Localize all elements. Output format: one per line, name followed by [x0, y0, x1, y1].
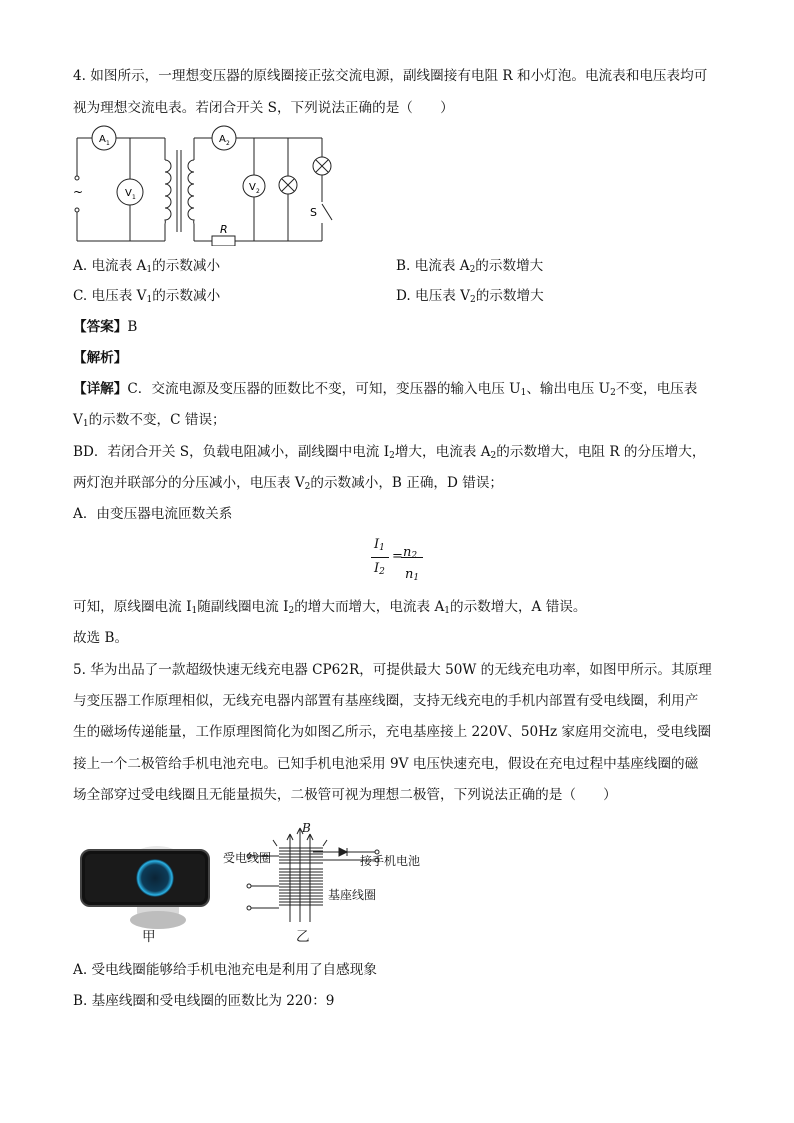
- voltmeter-v1-label: V: [125, 188, 132, 199]
- detail-line-3: [73, 442, 705, 466]
- q4-circuit-diagram: [70, 124, 340, 246]
- q5-stem-line-1: 5. 华为出品了一款超级快速无线充电器 CP62R，可提供最大 50W 的无线充电功率，如图甲所示。其原理: [73, 662, 712, 678]
- conc-sub-2: 2: [288, 606, 295, 616]
- option-c-prefix: C. 电压表 V: [73, 288, 147, 304]
- option-b: [396, 256, 543, 280]
- q5-option-a: A. 受电线圈能够给手机电池充电是利用了自感现象: [73, 962, 377, 978]
- option-d-sub: 2: [469, 295, 476, 305]
- conclusion-line: [73, 597, 586, 621]
- option-a: [73, 256, 220, 280]
- answer-label: 【答案】: [73, 319, 128, 335]
- detail-text-1: C．交流电源及变压器的匝数比不变，可知，变压器的输入电压 U: [127, 381, 521, 397]
- source-symbol: ~: [73, 185, 84, 199]
- detail-line-1: [73, 379, 697, 403]
- analysis-label: 【解析】: [73, 350, 128, 366]
- q5-stem-line-2: 与变压器工作原理相似，无线充电器内部置有基座线圈，支持无线充电的手机内部置有受电线圈，利用产: [73, 693, 699, 709]
- receive-coil-label: 受电线圈: [223, 851, 272, 865]
- option-b-suffix: 的示数增大: [475, 258, 544, 274]
- fig-jia-caption-text: 甲: [142, 929, 156, 945]
- ammeter-a2-label: A: [219, 134, 226, 145]
- b-field-label: B: [302, 821, 311, 835]
- formula-bar-right: [401, 557, 423, 558]
- formula-n2: $n_2$: [403, 545, 418, 561]
- voltmeter-v2-sub: 2: [256, 188, 260, 195]
- fig-yi-caption: 乙: [296, 929, 310, 945]
- detail-text-2-end: 的示数不变，C 错误；: [88, 412, 226, 428]
- formula-n1: $n_1$: [405, 567, 420, 583]
- option-b-sub: 2: [469, 265, 476, 275]
- formula-equals: =: [392, 549, 403, 564]
- choose-line: 故选 B。: [73, 630, 129, 646]
- q4-stem-line-2: 视为理想交流电表。若闭合开关 S，下列说法正确的是（ ）: [73, 100, 454, 116]
- voltmeter-v2-label: V: [249, 182, 256, 193]
- detail-text-2-pre: V: [73, 412, 83, 428]
- conc-mid: 随副线圈电流 I: [197, 599, 289, 615]
- option-c-suffix: 的示数减小: [152, 288, 221, 304]
- answer-value: B: [127, 319, 138, 335]
- conc-sub-3: 1: [444, 606, 450, 616]
- detail-sub-1: 1: [520, 388, 527, 398]
- option-d: [396, 286, 544, 310]
- option-c-sub: 1: [146, 295, 153, 305]
- detail-sub-3: 1: [82, 419, 89, 429]
- bd-text-2-end: 的示数减小，B 正确，D 错误；: [310, 475, 504, 491]
- formula-bar-left: [371, 557, 389, 558]
- bd-sub-3: 2: [304, 482, 311, 492]
- current-turns-formula: [368, 537, 428, 585]
- base-coil-label: 基座线圈: [328, 888, 377, 902]
- bd-text-1-end: 的示数增大，电阻 R 的分压增大，: [496, 444, 706, 460]
- q4-stem-line-1: 4. 如图所示，一理想变压器的原线圈接正弦交流电源，副线圈接有电阻 R 和小灯泡。电流表和电压表均可: [73, 68, 708, 84]
- option-a-sub: 1: [146, 265, 153, 275]
- bd-text-1-mid: 增大，电流表 A: [394, 444, 491, 460]
- coil-schematic: [215, 822, 435, 932]
- option-a-prefix: A. 电流表 A: [73, 258, 147, 274]
- voltmeter-v1-sub: 1: [132, 194, 136, 201]
- conc-sub-1: 1: [191, 606, 198, 616]
- conc-end: 的示数增大，A 错误。: [450, 599, 587, 615]
- formula-i1: $I_1$: [374, 537, 385, 553]
- detail-text-1-end: 不变，电压表: [615, 381, 698, 397]
- q5-stem-line-3: 生的磁场传递能量，工作原理图简化为如图乙所示，充电基座接上 220V、50Hz 家庭用交流电，受电线圈: [73, 724, 712, 740]
- detail-line-2: [73, 410, 226, 434]
- q5-option-b: B. 基座线圈和受电线圈的匝数比为 220：9: [73, 993, 335, 1009]
- q5-stem-line-4: 接上一个二极管给手机电池充电。已知手机电池采用 9V 电压快速充电，假设在充电过程中基座线圈的磁: [73, 756, 699, 772]
- option-d-prefix: D. 电压表 V: [396, 288, 470, 304]
- ammeter-a1-sub: 1: [106, 140, 110, 147]
- option-c: [73, 286, 220, 310]
- detail-label: 【详解】: [73, 381, 128, 397]
- q5-stem-line-5: 场全部穿过受电线圈且无能量损失，二极管可视为理想二极管，下列说法正确的是（ ）: [73, 787, 617, 803]
- switch-label: S: [310, 206, 317, 219]
- detail-sub-2: 2: [610, 388, 616, 398]
- detail-line-5: A．由变压器电流匝数关系: [73, 506, 233, 522]
- detail-text-1-mid: 、输出电压 U: [526, 381, 611, 397]
- ammeter-a2-sub: 2: [226, 140, 230, 147]
- option-d-suffix: 的示数增大: [475, 288, 544, 304]
- conc-mid-2: 的增大而增大，电流表 A: [294, 599, 445, 615]
- battery-label: 接手机电池: [360, 854, 421, 868]
- ammeter-a1-label: A: [99, 134, 106, 145]
- bd-text-1-pre: BD．若闭合开关 S，负载电阻减小，副线圈中电流 I: [73, 444, 390, 460]
- formula-i2: $I_2$: [374, 561, 385, 577]
- resistor-label: R: [220, 223, 228, 236]
- bd-text-2-pre: 两灯泡并联部分的分压减小，电压表 V: [73, 475, 305, 491]
- detail-line-4: [73, 473, 503, 497]
- conc-pre: 可知，原线圈电流 I: [73, 599, 192, 615]
- option-a-suffix: 的示数减小: [152, 258, 221, 274]
- bd-sub-1: 2: [389, 451, 395, 461]
- bd-sub-2: 2: [490, 451, 497, 461]
- answer-line: [73, 317, 137, 337]
- option-b-prefix: B. 电流表 A: [396, 258, 470, 274]
